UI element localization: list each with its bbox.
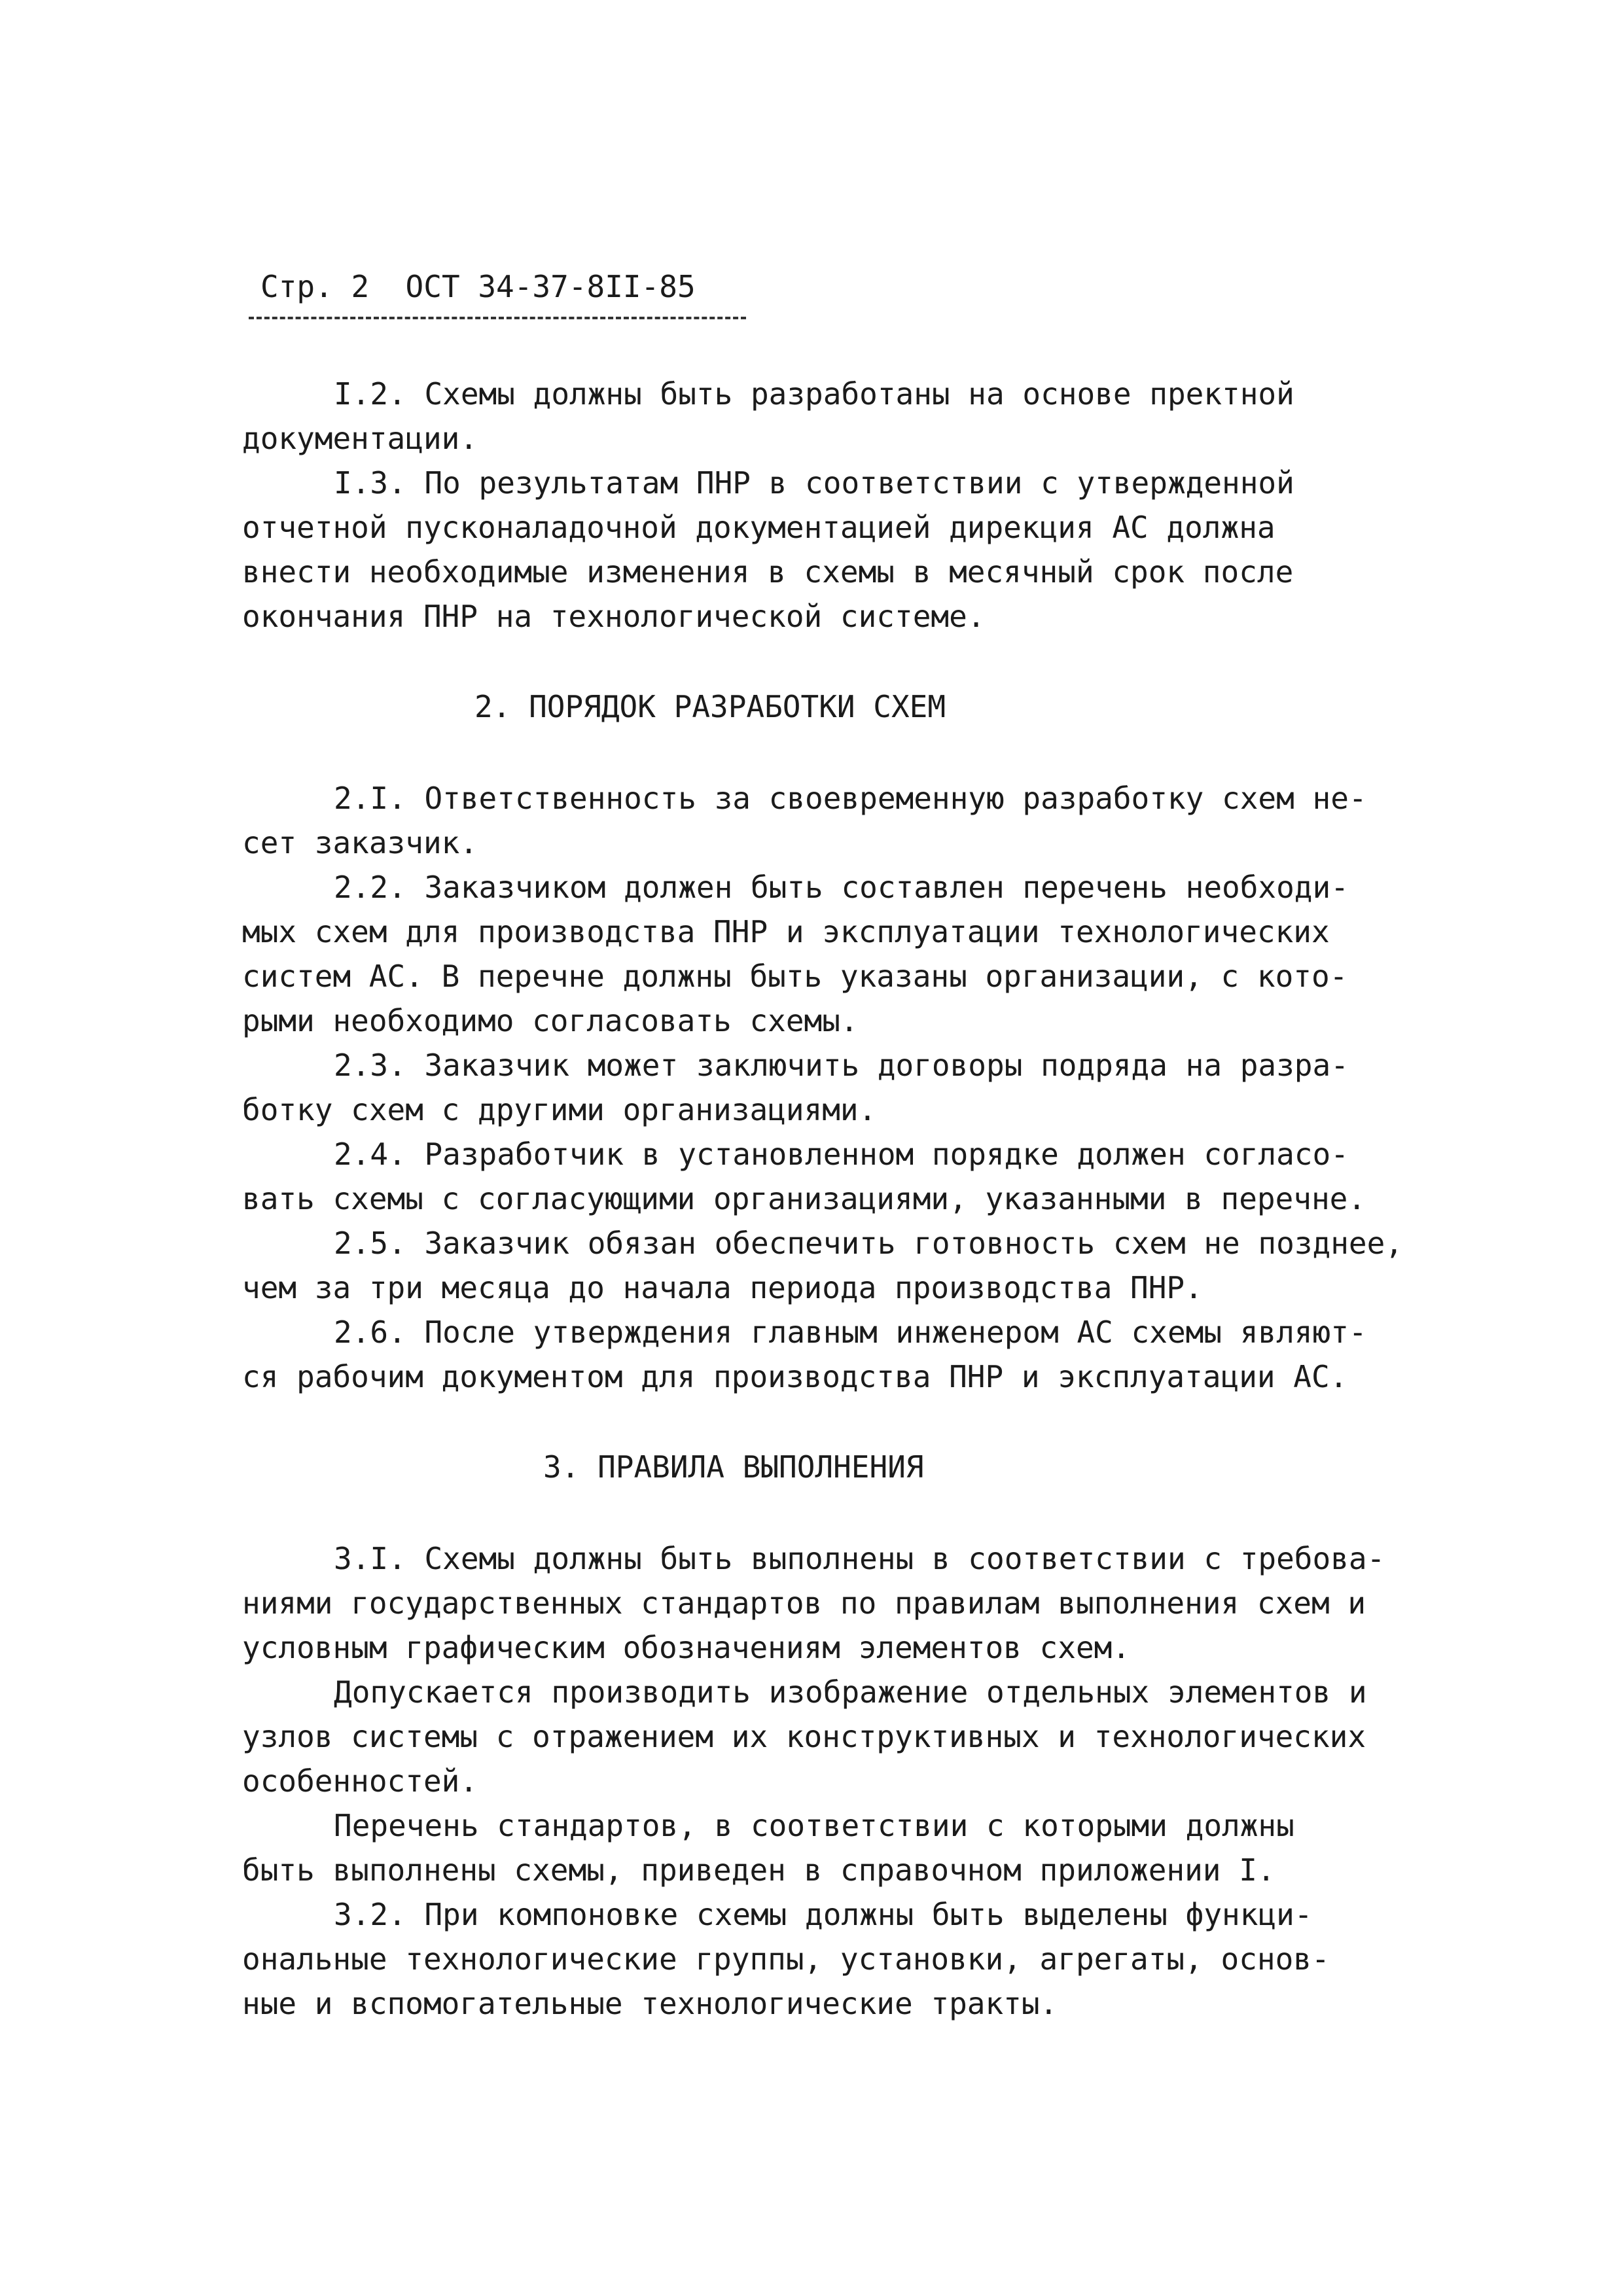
- paragraph-2-2-line-2: мых схем для производства ПНР и эксплуатации технологических: [242, 914, 1330, 949]
- paragraph-3-2-line-2: ональные технологические группы, установки, агрегаты, основ-: [242, 1941, 1330, 1977]
- paragraph-2-2-line-4: рыми необходимо согласовать схемы.: [242, 1003, 859, 1038]
- paragraph-1-2-line-2: документации.: [242, 421, 478, 456]
- paragraph-2-3-line-1: 2.3. Заказчик может заключить договоры подряда на разра-: [334, 1048, 1349, 1083]
- paragraph-2-5-line-2: чем за три месяца до начала периода производства ПНР.: [242, 1270, 1203, 1305]
- paragraph-3-1b-line-3: особенностей.: [242, 1763, 478, 1799]
- paragraph-1-3-line-1: I.3. По результатам ПНР в соответствии с утвержденной: [334, 465, 1294, 501]
- paragraph-2-1-line-1: 2.I. Ответственность за своевременную разработку схем не-: [334, 781, 1367, 816]
- header-rule: [249, 317, 746, 319]
- section-2-heading: 2. ПОРЯДОК РАЗРАБОТКИ СХЕМ: [474, 689, 946, 724]
- paragraph-3-1b-line-1: Допускается производить изображение отдельных элементов и: [334, 1674, 1367, 1710]
- paragraph-1-3-line-2: отчетной пусконаладочной документацией дирекция АС должна: [242, 510, 1275, 545]
- paragraph-1-2-line-1: I.2. Схемы должны быть разработаны на основе пректной: [334, 376, 1294, 412]
- paragraph-2-4-line-2: вать схемы с согласующими организациями, указанными в перечне.: [242, 1181, 1366, 1216]
- paragraph-2-6-line-1: 2.6. После утверждения главным инженером АС схемы являют-: [334, 1315, 1367, 1350]
- paragraph-3-1c-line-2: быть выполнены схемы, приведен в справочном приложении I.: [242, 1852, 1275, 1888]
- paragraph-3-1c-line-1: Перечень стандартов, в соответствии с которыми должны: [334, 1808, 1294, 1843]
- paragraph-2-5-line-1: 2.5. Заказчик обязан обеспечить готовность схем не позднее,: [334, 1226, 1403, 1261]
- paragraph-1-3-line-4: окончания ПНР на технологической системе.: [242, 599, 986, 634]
- paragraph-3-1b-line-2: узлов системы с отражением их конструктивных и технологических: [242, 1719, 1366, 1754]
- paragraph-2-1-line-2: сет заказчик.: [242, 825, 478, 860]
- paragraph-2-2-line-1: 2.2. Заказчиком должен быть составлен перечень необходи-: [334, 870, 1349, 905]
- paragraph-2-2-line-3: систем АС. В перечне должны быть указаны организации, с кото-: [242, 959, 1348, 994]
- page-header: Стр. 2 ОСТ 34-37-8II-85: [260, 269, 696, 304]
- paragraph-3-1-line-2: ниями государственных стандартов по правилам выполнения схем и: [242, 1585, 1366, 1621]
- paragraph-3-1-line-1: 3.I. Схемы должны быть выполнены в соответствии с требова-: [334, 1541, 1385, 1576]
- section-3-heading: 3. ПРАВИЛА ВЫПОЛНЕНИЯ: [543, 1449, 924, 1485]
- paragraph-1-3-line-3: внести необходимые изменения в схемы в месячный срок после: [242, 554, 1294, 590]
- paragraph-2-6-line-2: ся рабочим документом для производства ПНР и эксплуатации АС.: [242, 1359, 1348, 1394]
- paragraph-3-1-line-3: условным графическим обозначениям элементов схем.: [242, 1630, 1131, 1665]
- paragraph-3-2-line-3: ные и вспомогательные технологические тракты.: [242, 1986, 1058, 2021]
- paragraph-2-4-line-1: 2.4. Разработчик в установленном порядке должен согласо-: [334, 1137, 1349, 1172]
- paragraph-2-3-line-2: ботку схем с другими организациями.: [242, 1092, 877, 1127]
- paragraph-3-2-line-1: 3.2. При компоновке схемы должны быть выделены функци-: [334, 1897, 1313, 1932]
